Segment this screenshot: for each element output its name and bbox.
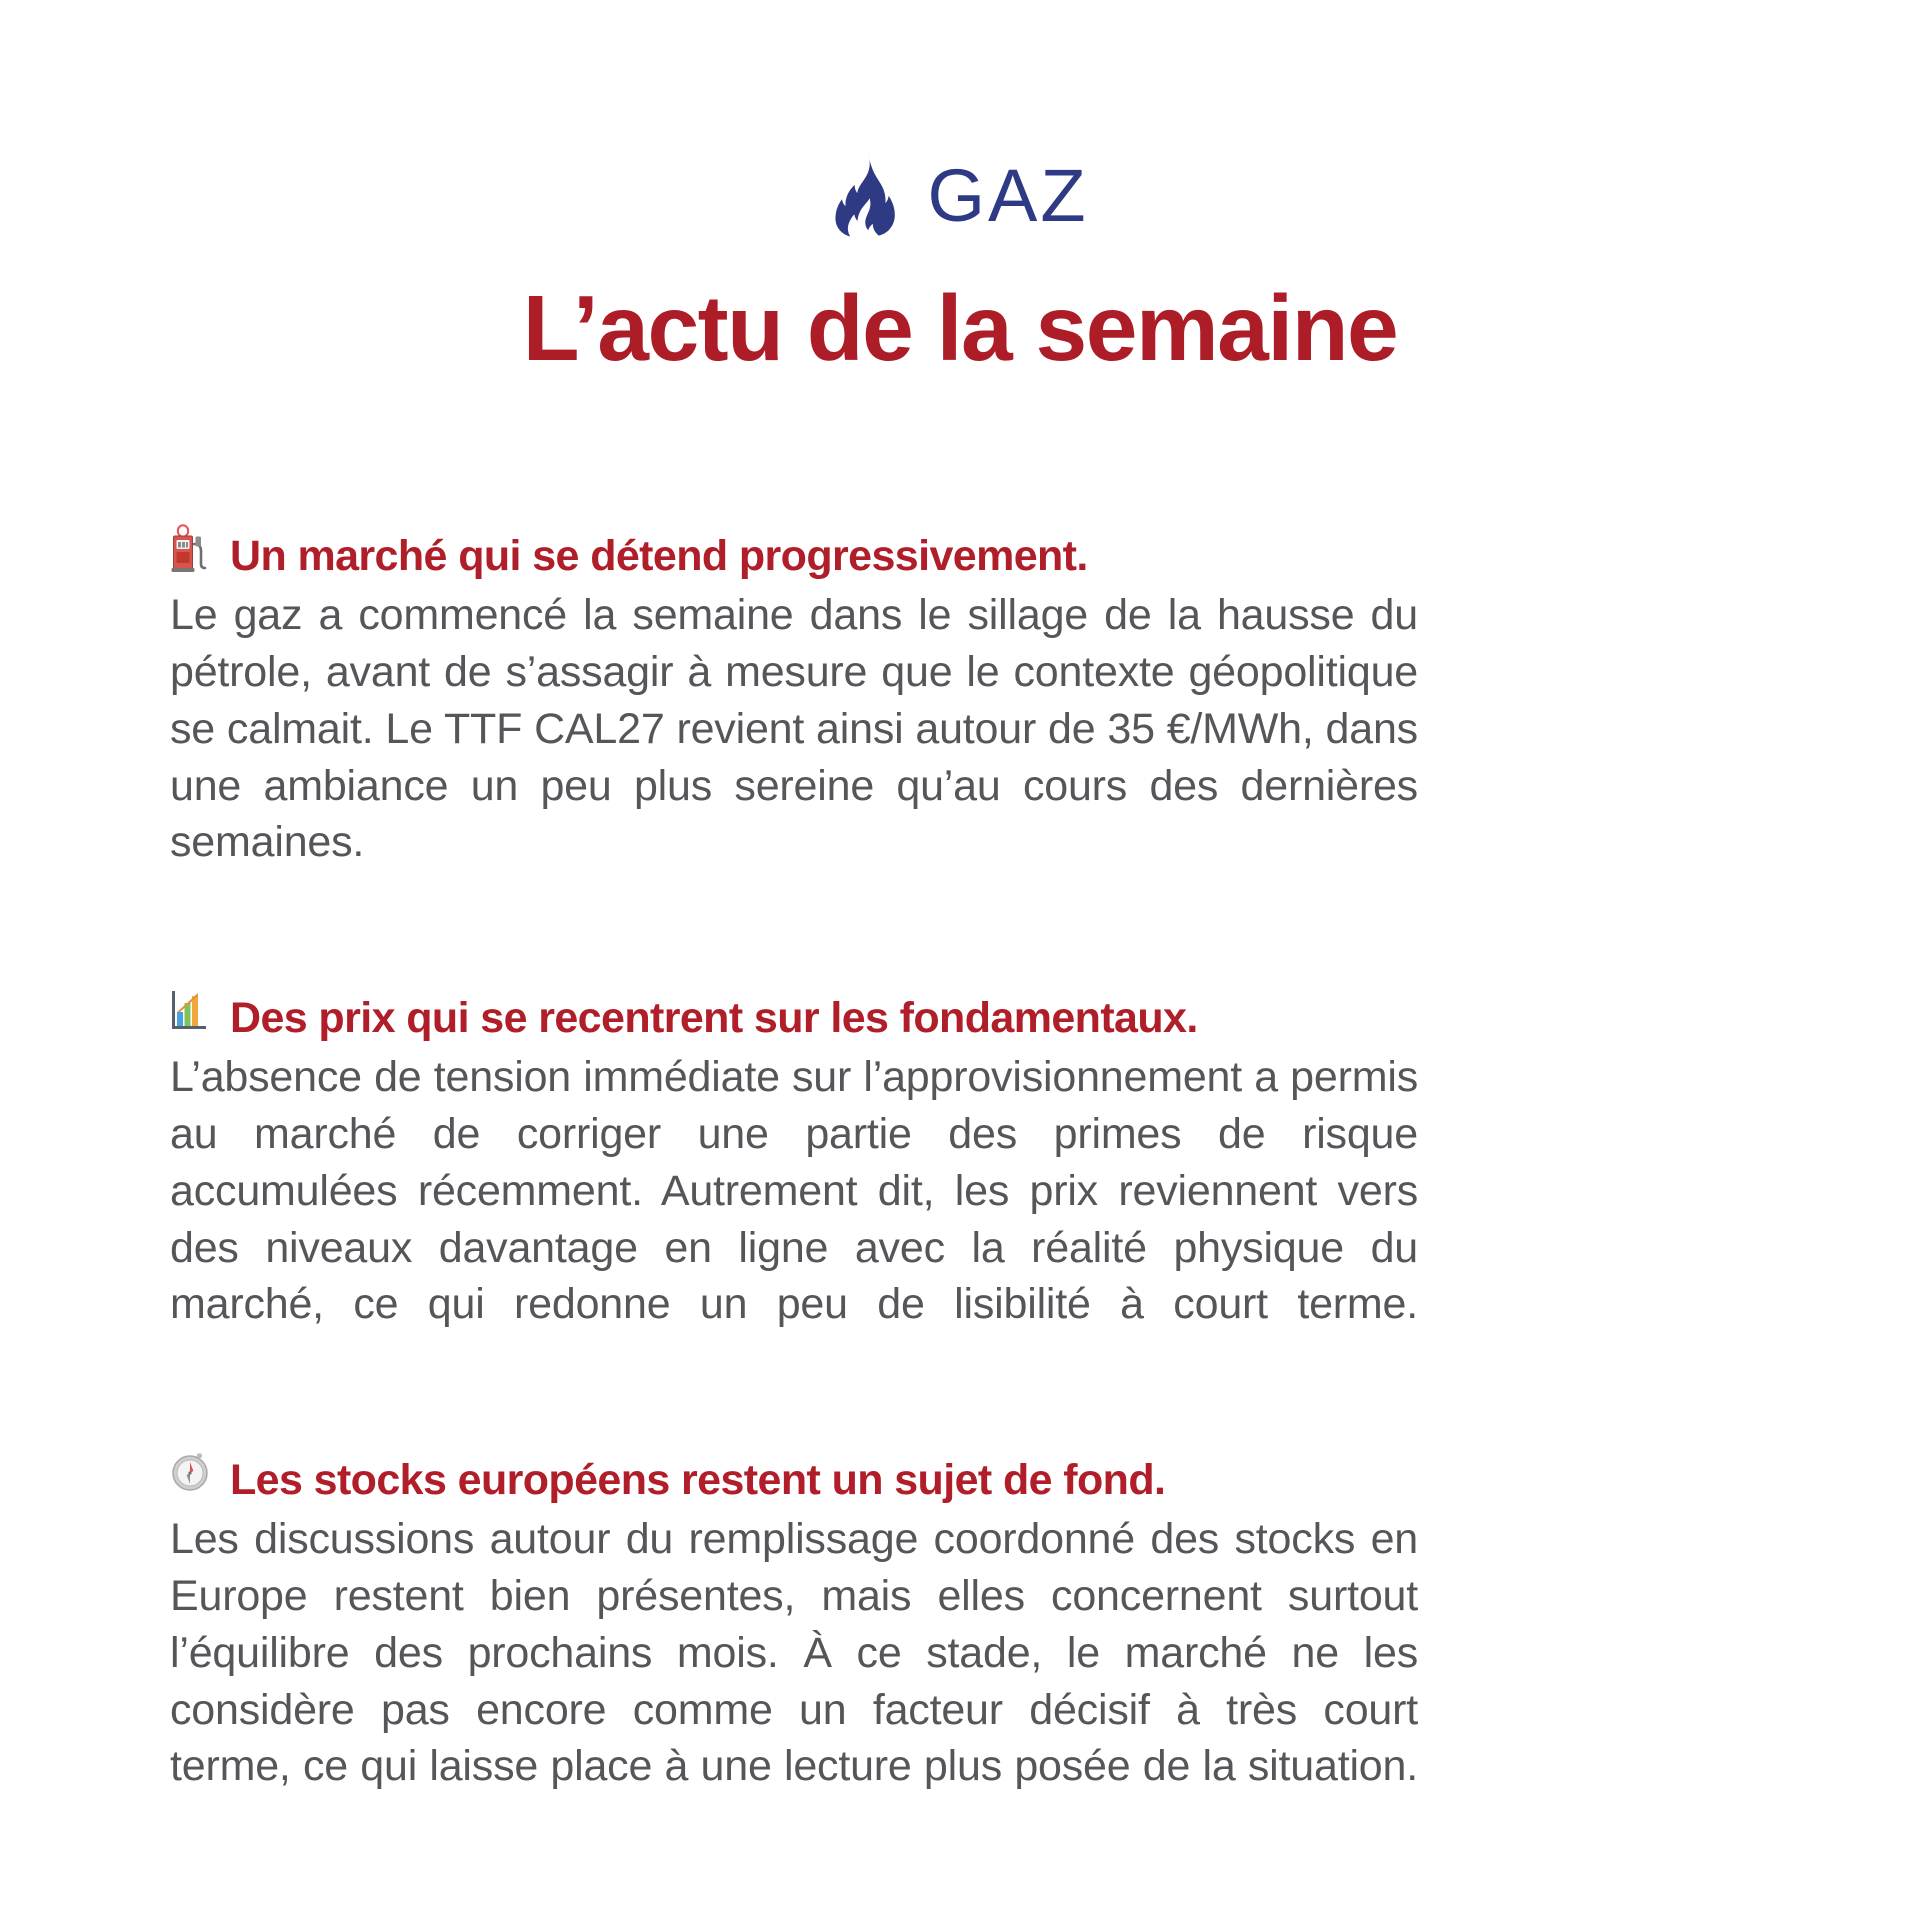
section-body: Les discussions autour du remplissage coordonné des stocks en Europe restent bien présentes, mais elles concernent surtout l’équilibre des prochains mois. À ce stade, le marché ne les considère pas encore comme un facteur décisif à très court terme, ce qui laisse place à une lecture plus posée de la situation. xyxy=(170,1515,1418,1791)
section-title: Des prix qui se recentrent sur les fondamentaux. xyxy=(230,993,1198,1042)
section-market-easing xyxy=(170,522,1418,928)
article-content xyxy=(170,522,1418,1852)
compass-icon xyxy=(170,1448,212,1496)
page-title: L’actu de la semaine xyxy=(522,276,1398,380)
brand-name: GAZ xyxy=(927,154,1089,237)
section-heading xyxy=(170,984,1418,1043)
section-heading xyxy=(170,522,1418,581)
section-heading xyxy=(170,1446,1418,1505)
section-body: Le gaz a commencé la semaine dans le sillage de la hausse du pétrole, avant de s’assagir à mesure que le contexte géopolitique se calmait. Le TTF CAL27 revient ainsi autour de 35 €/MWh, dans une ambiance un peu plus sereine qu’au cours des dernières semaines. xyxy=(170,591,1418,867)
brand-lockup xyxy=(0,0,1920,242)
section-prices-fundamentals xyxy=(170,984,1418,1390)
fuel-pump-icon xyxy=(170,524,212,572)
flame-icon xyxy=(831,155,905,237)
section-body: L’absence de tension immédiate sur l’approvisionnement a permis au marché de corriger une partie des primes de risque accumulées récemment. Autrement dit, les prix reviennent vers des niveaux davantage en ligne avec la réalité physique du marché, ce qui redonne un peu de lisibilité à court terme. xyxy=(170,1053,1418,1329)
bar-chart-icon xyxy=(170,986,212,1034)
section-title: Un marché qui se détend progressivement. xyxy=(230,532,1088,580)
section-title: Les stocks européens restent un sujet de fond. xyxy=(230,1455,1166,1504)
section-european-stocks xyxy=(170,1446,1418,1852)
